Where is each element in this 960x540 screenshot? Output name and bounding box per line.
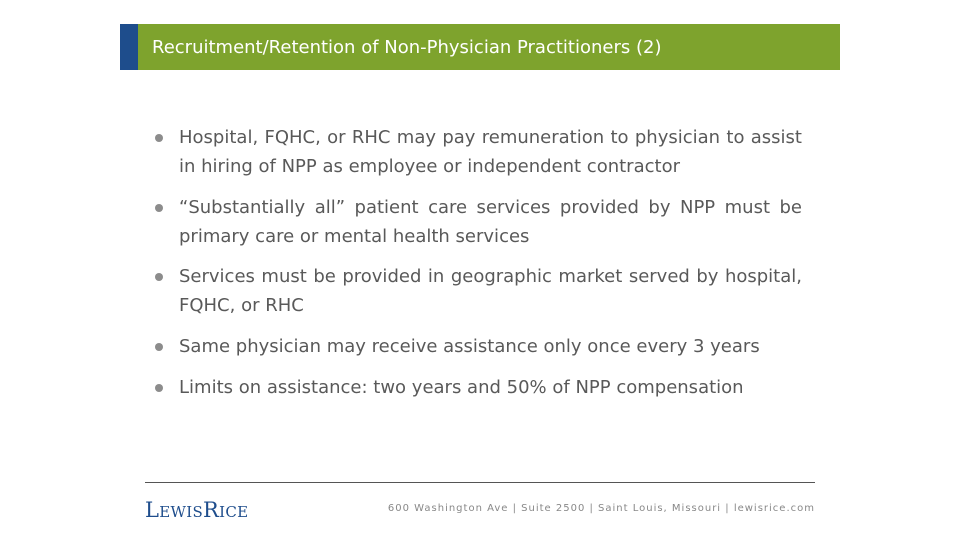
footer-address: 600 Washington Ave | Suite 2500 | Saint Louis, Missouri | lewisrice.com: [387, 503, 815, 514]
footer-divider: [145, 482, 815, 483]
bullet-text: Services must be provided in geographic market served by hospital, FQHC, or RHC: [179, 266, 802, 316]
bullet-item: [152, 333, 802, 362]
bullet-list: [152, 124, 802, 402]
bullet-text: “Substantially all” patient care services provided by NPP must be primary care or mental health services: [179, 197, 802, 247]
bullet-item: [152, 263, 802, 320]
bullet-dot-icon: [155, 384, 163, 392]
bullet-dot-icon: [155, 134, 163, 142]
slide-title: Recruitment/Retention of Non-Physician Practitioners (2): [152, 36, 662, 58]
title-accent-block: [120, 24, 138, 70]
bullet-text: Same physician may receive assistance only once every 3 years: [179, 336, 760, 357]
bullet-item: [152, 124, 802, 181]
bullet-dot-icon: [155, 343, 163, 351]
bullet-dot-icon: [155, 204, 163, 212]
bullet-text: Limits on assistance: two years and 50% of NPP compensation: [179, 376, 744, 398]
bullet-item: [152, 194, 802, 251]
title-bar: [120, 24, 840, 70]
bullet-dot-icon: [155, 273, 163, 281]
bullet-item: [152, 374, 802, 403]
lewisrice-logo: LewisRice: [145, 498, 249, 522]
bullet-text: Hospital, FQHC, or RHC may pay remuneration to physician to assist in hiring of NPP as employee or independent contractor: [179, 127, 802, 177]
title-bar-main: [138, 24, 840, 70]
